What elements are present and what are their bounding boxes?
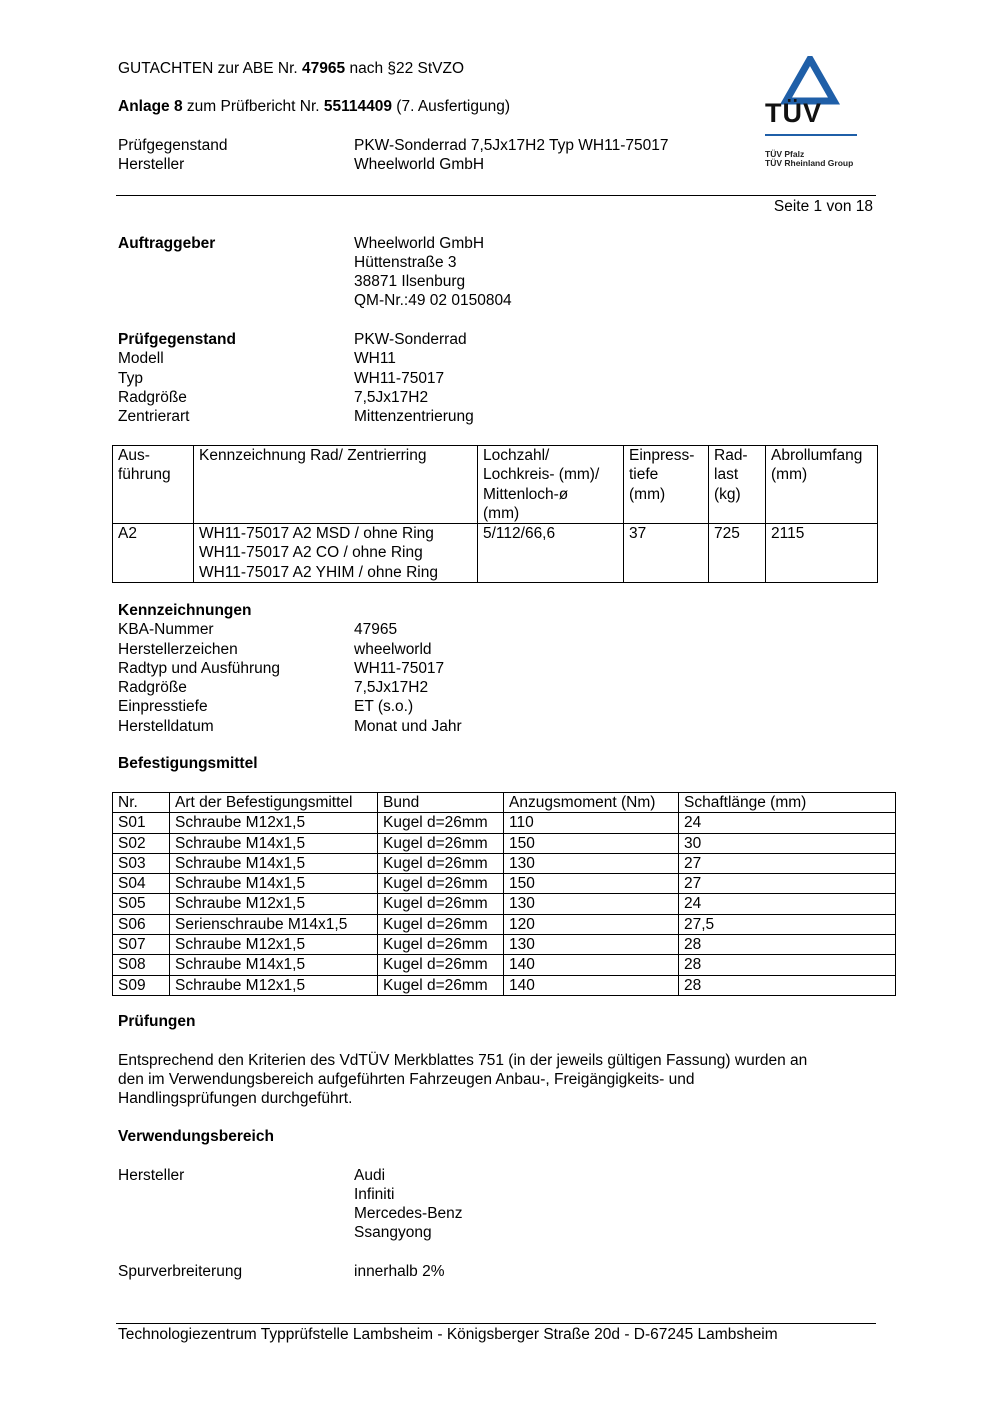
befestigung-header-cell: Schaftlänge (mm) xyxy=(679,793,896,813)
auftraggeber-line: 38871 Ilsenburg xyxy=(354,273,466,290)
row-key: Einpresstiefe xyxy=(118,698,208,716)
row-value: wheelworld xyxy=(354,640,432,658)
table-row xyxy=(113,833,896,853)
auftraggeber-label xyxy=(118,234,215,253)
table-cell: Kugel d=26mm xyxy=(378,955,504,975)
table-cell: 130 xyxy=(504,853,679,873)
table-cell: Schraube M14x1,5 xyxy=(170,955,378,975)
table-cell: 130 xyxy=(504,894,679,914)
kennzeichnungen-row xyxy=(118,678,618,697)
header-text: Kennzeichnung Rad/ Zentrierring xyxy=(199,447,427,464)
hersteller-item: Ssangyong xyxy=(354,1224,432,1241)
table-cell: Schraube M12x1,5 xyxy=(170,894,378,914)
row-value: WH11 xyxy=(354,350,396,368)
header-line-2-suffix: (7. Ausfertigung) xyxy=(391,98,511,115)
table-row xyxy=(113,874,896,894)
pruefgegenstand-row xyxy=(118,349,618,368)
table-cell: 27 xyxy=(679,853,896,873)
verwendung-title-text: Verwendungsbereich xyxy=(118,1128,274,1145)
befestigung-title xyxy=(118,754,258,773)
row-key: KBA-Nummer xyxy=(118,621,214,639)
row-value: ET (s.o.) xyxy=(354,698,414,716)
spur-value: innerhalb 2% xyxy=(354,1263,445,1280)
befestigung-header-cell: Nr. xyxy=(113,793,170,813)
row-key: Radgröße xyxy=(118,679,187,697)
table-cell: S04 xyxy=(113,874,170,894)
header-text: Mittenloch-ø xyxy=(483,485,569,503)
table-row xyxy=(113,975,896,995)
table-row xyxy=(113,894,896,914)
pruefgegenstand-title: Prüfgegenstand xyxy=(118,331,236,348)
kennzeichnung-line: WH11-75017 A2 CO / ohne Ring xyxy=(199,544,423,562)
header-line-2 xyxy=(118,97,510,116)
rad-table xyxy=(112,445,878,583)
row-key: Typ xyxy=(118,369,143,387)
kennzeichnungen-row xyxy=(118,640,618,659)
tuev-logo-sub1: TÜV Pfalz xyxy=(765,149,805,159)
rad-table-header-cell xyxy=(624,446,709,524)
header-text: (mm) xyxy=(629,485,666,503)
header-text: führung xyxy=(118,466,171,484)
pruefungen-title xyxy=(118,1012,196,1031)
table-cell: 130 xyxy=(504,935,679,955)
anlage-label: Anlage 8 xyxy=(118,98,183,115)
header-line-1-prefix: GUTACHTEN zur ABE Nr. xyxy=(118,60,303,77)
page-info: Seite 1 von 18 xyxy=(773,198,873,215)
befestigung-header-cell: Art der Befestigungsmittel xyxy=(170,793,378,813)
table-cell: S06 xyxy=(113,914,170,934)
row-key: Modell xyxy=(118,350,164,368)
table-cell: S08 xyxy=(113,955,170,975)
hersteller-item: Audi xyxy=(354,1167,386,1184)
table-cell: 140 xyxy=(504,975,679,995)
table-cell: Kugel d=26mm xyxy=(378,935,504,955)
radlast-cell: 725 xyxy=(709,524,766,583)
row-key: Herstelldatum xyxy=(118,717,214,735)
header-text: (kg) xyxy=(714,485,741,503)
header-pg-label: Prüfgegenstand xyxy=(118,137,228,154)
verwendung-hersteller-label: Hersteller xyxy=(118,1167,185,1184)
befestigung-body xyxy=(113,813,896,996)
header-text: Abrollumfang xyxy=(771,447,863,464)
kennzeichnung-line: WH11-75017 A2 MSD / ohne Ring xyxy=(199,525,434,543)
rad-table-row xyxy=(113,524,878,583)
auftraggeber-line: QM-Nr.:49 02 0150804 xyxy=(354,292,512,309)
table-row xyxy=(113,935,896,955)
auftraggeber-line: Wheelworld GmbH xyxy=(354,235,485,252)
table-cell: S09 xyxy=(113,975,170,995)
table-cell: 110 xyxy=(504,813,679,833)
row-value: Monat und Jahr xyxy=(354,717,462,735)
befestigung-header-cell: Anzugsmoment (Nm) xyxy=(504,793,679,813)
abrollumfang-cell: 2115 xyxy=(766,524,878,583)
header-text: (mm) xyxy=(483,504,520,522)
table-cell: Kugel d=26mm xyxy=(378,894,504,914)
pruefbericht-number: 55114409 xyxy=(323,98,392,115)
table-cell: S07 xyxy=(113,935,170,955)
pruefgegenstand-section xyxy=(118,330,618,426)
pruefgegenstand-row xyxy=(118,388,618,407)
footer-text: Technologiezentrum Typprüfstelle Lambsheim - Königsberger Straße 20d - D-67245 Lambsheim xyxy=(118,1326,778,1343)
rad-table-header-cell xyxy=(766,446,878,524)
table-cell: 150 xyxy=(504,874,679,894)
table-cell: Kugel d=26mm xyxy=(378,813,504,833)
auftraggeber-address xyxy=(354,234,512,310)
tuev-logo xyxy=(762,56,862,172)
befestigung-title-text: Befestigungsmittel xyxy=(118,755,258,772)
auftraggeber-label-text: Auftraggeber xyxy=(118,235,216,252)
table-cell: 120 xyxy=(504,914,679,934)
lochzahl-cell: 5/112/66,6 xyxy=(478,524,624,583)
einpresstiefe-cell: 37 xyxy=(624,524,709,583)
rad-table-header-row xyxy=(113,446,878,524)
kennzeichnungen-row xyxy=(118,620,618,639)
tuev-logo-name: TÜV xyxy=(765,98,822,128)
table-cell: 30 xyxy=(679,833,896,853)
row-key: Herstellerzeichen xyxy=(118,640,238,658)
kennzeichnungen-section xyxy=(118,601,618,736)
header-text: Einpress- xyxy=(629,447,695,464)
row-value: 7,5Jx17H2 xyxy=(354,388,429,406)
table-cell: 140 xyxy=(504,955,679,975)
header-line-2-mid: zum Prüfbericht Nr. xyxy=(182,98,324,115)
befestigung-header-row xyxy=(113,793,896,813)
table-cell: 28 xyxy=(679,935,896,955)
table-cell: 150 xyxy=(504,833,679,853)
table-cell: Schraube M14x1,5 xyxy=(170,833,378,853)
row-value: Mittenzentrierung xyxy=(354,408,474,426)
pruefungen-title-text: Prüfungen xyxy=(118,1013,196,1030)
verwendung-title xyxy=(118,1127,274,1146)
footer-divider xyxy=(116,1323,876,1324)
kennzeichnung-cell xyxy=(194,524,478,583)
pruefgegenstand-row xyxy=(118,407,618,426)
table-cell: Schraube M14x1,5 xyxy=(170,874,378,894)
ausfuehrung-cell: A2 xyxy=(113,524,194,583)
rad-table-header-cell xyxy=(113,446,194,524)
header-hersteller-label: Hersteller xyxy=(118,156,185,173)
table-cell: Kugel d=26mm xyxy=(378,975,504,995)
paragraph-line: den im Verwendungsbereich aufgeführten Fahrzeugen Anbau-, Freigängigkeits- und xyxy=(118,1071,695,1088)
kennzeichnung-line: WH11-75017 A2 YHIM / ohne Ring xyxy=(199,563,438,581)
row-value: 47965 xyxy=(354,621,398,639)
paragraph-line: Handlingsprüfungen durchgeführt. xyxy=(118,1090,353,1107)
row-value: 7,5Jx17H2 xyxy=(354,679,429,697)
table-cell: Schraube M12x1,5 xyxy=(170,975,378,995)
pruefgegenstand-value: PKW-Sonderrad xyxy=(354,331,467,348)
header-text: Lochkreis- (mm)/ xyxy=(483,466,600,484)
table-cell: Kugel d=26mm xyxy=(378,853,504,873)
kennzeichnungen-title: Kennzeichnungen xyxy=(118,602,252,619)
verwendung-hersteller-list xyxy=(354,1166,463,1242)
tuev-logo-sub2: TÜV Rheinland Group xyxy=(765,158,854,168)
table-cell: 24 xyxy=(679,894,896,914)
kennzeichnungen-row xyxy=(118,659,618,678)
table-row xyxy=(113,914,896,934)
table-cell: Serienschraube M14x1,5 xyxy=(170,914,378,934)
auftraggeber-line: Hüttenstraße 3 xyxy=(354,254,457,271)
header-hersteller-value: Wheelworld GmbH xyxy=(354,156,485,173)
table-cell: Kugel d=26mm xyxy=(378,914,504,934)
rad-table-header-cell xyxy=(194,446,478,524)
kennzeichnungen-row xyxy=(118,697,618,716)
paragraph-line: Entsprechend den Kriterien des VdTÜV Merkblattes 751 (in der jeweils gültigen Fassung) wurden an xyxy=(118,1052,808,1069)
table-cell: 27,5 xyxy=(679,914,896,934)
rad-table-header-cell xyxy=(709,446,766,524)
header-text: Lochzahl/ xyxy=(483,447,550,464)
header-text: last xyxy=(714,466,739,484)
header-pg-value: PKW-Sonderrad 7,5Jx17H2 Typ WH11-75017 xyxy=(354,137,669,154)
header-text: (mm) xyxy=(771,466,808,484)
pruefgegenstand-row xyxy=(118,369,618,388)
abe-number: 47965 xyxy=(302,60,346,77)
row-key: Radgröße xyxy=(118,388,187,406)
table-cell: S01 xyxy=(113,813,170,833)
pruefungen-paragraph xyxy=(118,1051,807,1108)
table-cell: 28 xyxy=(679,975,896,995)
header-text: Aus- xyxy=(118,447,150,464)
hersteller-item: Mercedes-Benz xyxy=(354,1205,463,1222)
header-line-1-suffix: nach §22 StVZO xyxy=(345,60,465,77)
pruefgegenstand-title-row xyxy=(118,330,618,349)
table-cell: Kugel d=26mm xyxy=(378,874,504,894)
table-cell: S02 xyxy=(113,833,170,853)
table-cell: 24 xyxy=(679,813,896,833)
table-cell: Schraube M12x1,5 xyxy=(170,935,378,955)
header-text: tiefe xyxy=(629,466,659,484)
kennzeichnungen-title-row xyxy=(118,601,618,620)
table-cell: Schraube M14x1,5 xyxy=(170,853,378,873)
befestigung-table xyxy=(112,792,896,996)
table-cell: Kugel d=26mm xyxy=(378,833,504,853)
table-cell: 28 xyxy=(679,955,896,975)
row-key: Zentrierart xyxy=(118,408,190,426)
hersteller-item: Infiniti xyxy=(354,1186,395,1203)
header-text: Rad- xyxy=(714,447,748,464)
table-cell: 27 xyxy=(679,874,896,894)
befestigung-header-cell: Bund xyxy=(378,793,504,813)
rad-table-header-cell xyxy=(478,446,624,524)
table-cell: S03 xyxy=(113,853,170,873)
header-line-1 xyxy=(118,59,464,78)
spur-label: Spurverbreiterung xyxy=(118,1263,243,1280)
row-value: WH11-75017 xyxy=(354,369,445,387)
table-row xyxy=(113,853,896,873)
table-cell: Schraube M12x1,5 xyxy=(170,813,378,833)
table-row xyxy=(113,813,896,833)
table-cell: S05 xyxy=(113,894,170,914)
header-divider xyxy=(116,195,876,196)
table-row xyxy=(113,955,896,975)
kennzeichnungen-row xyxy=(118,717,618,736)
row-value: WH11-75017 xyxy=(354,659,445,677)
row-key: Radtyp und Ausführung xyxy=(118,659,281,677)
